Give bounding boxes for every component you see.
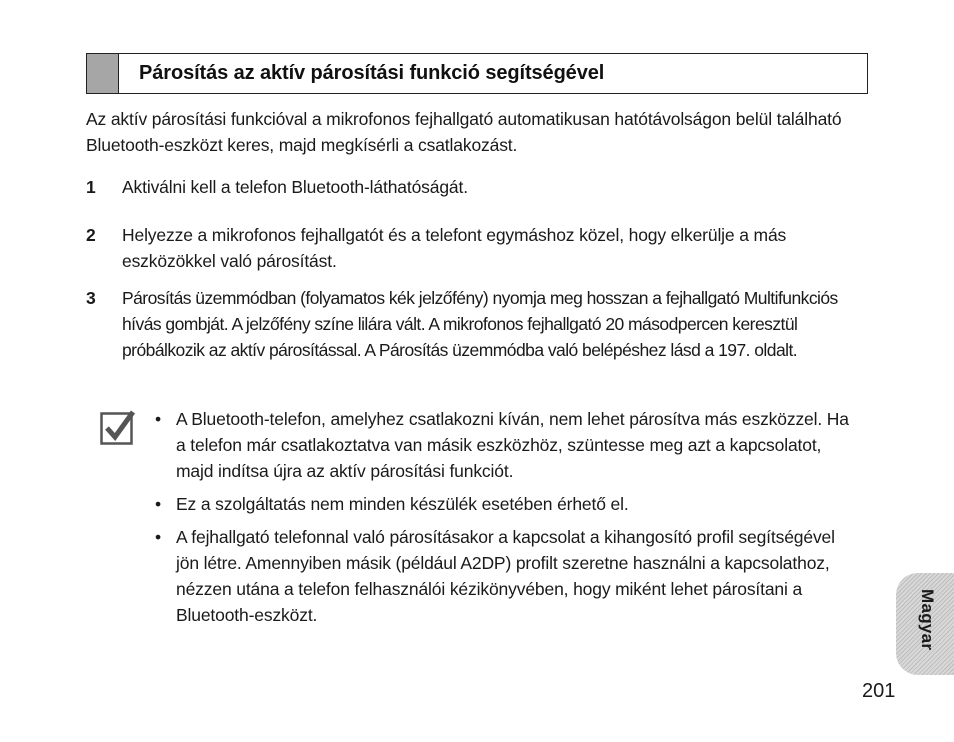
note-text: Ez a szolgáltatás nem minden készülék esetében érhető el. <box>176 494 629 514</box>
intro-paragraph: Az aktív párosítási funkcióval a mikrofonos fejhallgató automatikusan hatótávolságon belül található Bluetooth-eszközt keres, majd megkísérli a csatlakozást. <box>86 109 842 155</box>
step-number: 1 <box>86 177 96 197</box>
note-item <box>155 524 855 628</box>
step-item <box>86 174 876 200</box>
note-text: A fejhallgató telefonnal való párosításakor a kapcsolat a kihangosító profil segítségével jön létre. Amennyiben másik (például A2DP) profilt szeretne használni a kapcsolathoz, nézzen utána a telefon felhasználói kézikönyvében, hogy miként lehet párosítani a Bluetooth-eszközt. <box>176 527 835 625</box>
section-title: Párosítás az aktív párosítási funkció segítségével <box>139 62 605 84</box>
note-item <box>155 491 855 517</box>
note-list <box>155 406 855 635</box>
step-item <box>86 285 876 363</box>
checkbox-check-icon <box>100 410 136 446</box>
bullet-dot: • <box>155 494 161 514</box>
section-heading <box>86 53 868 94</box>
step-text: Párosítás üzemmódban (folyamatos kék jelzőfény) nyomja meg hosszan a fejhallgató Multifunkciós hívás gombját. A jelzőfény színe lilára vált. A mikrofonos fejhallgató 20 másodpercen keresztül próbálkozik az aktív párosítással. A Párosítás üzemmódba való belépéshez lásd a 197. oldalt. <box>122 288 838 360</box>
note-text: A Bluetooth-telefon, amelyhez csatlakozni kíván, nem lehet párosítva más eszközzel. Ha a telefon már csatlakoztatva van másik eszközhöz, szüntesse meg azt a kapcsolatot, majd indítsa újra az aktív párosítási funkciót. <box>176 409 849 481</box>
step-text: Helyezze a mikrofonos fejhallgatót és a telefont egymáshoz közel, hogy elkerülje a más eszközökkel való párosítást. <box>122 225 787 271</box>
step-number: 2 <box>86 225 96 245</box>
bullet-dot: • <box>155 527 161 547</box>
note-item <box>155 406 855 484</box>
language-tab-label: Magyar <box>918 589 937 651</box>
step-number: 3 <box>86 288 96 308</box>
step-text: Aktiválni kell a telefon Bluetooth-láthatóságát. <box>122 177 468 197</box>
step-item <box>86 222 876 274</box>
bullet-dot: • <box>155 409 161 429</box>
heading-marker <box>87 54 119 93</box>
page-number: 201 <box>862 680 896 702</box>
